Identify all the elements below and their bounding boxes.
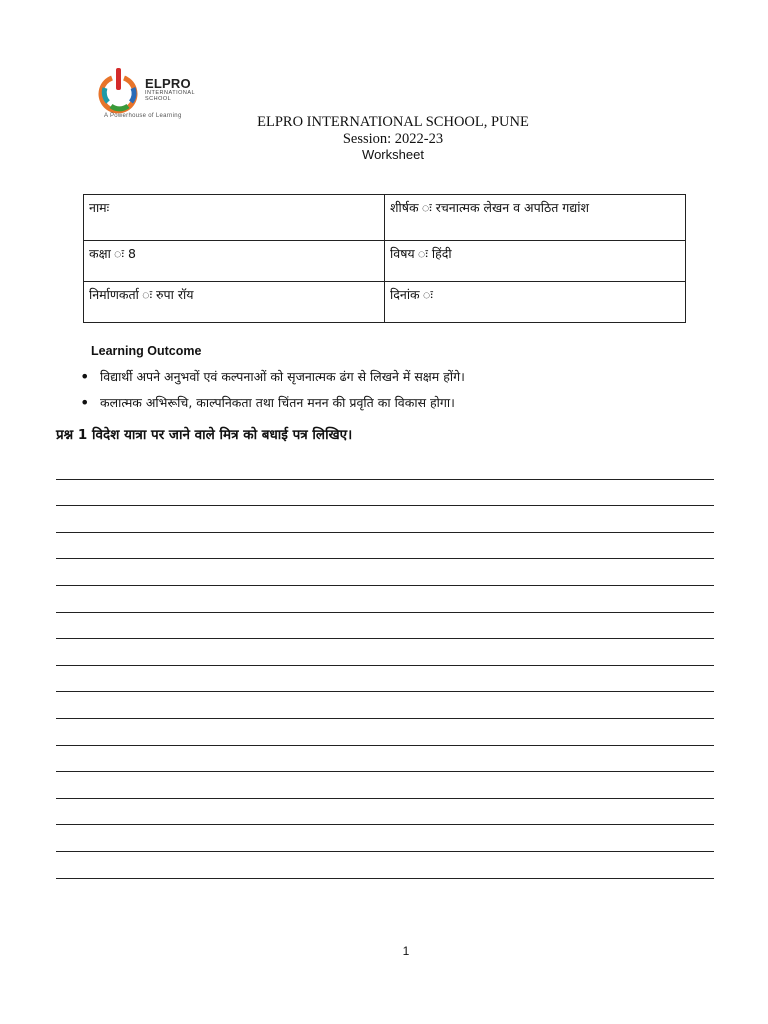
- answer-line: [56, 639, 714, 666]
- list-item: • कलात्मक अभिरूचि, काल्पनिकता तथा चिंतन मनन की प्रवृति का विकास होगा।: [100, 390, 465, 416]
- list-item: • विद्यार्थी अपने अनुभवों एवं कल्पनाओं को सृजनात्मक ढंग से लिखने में सक्षम होंगे।: [100, 364, 465, 390]
- question-1: प्रश्न 1 विदेश यात्रा पर जाने वाले मित्र को बधाई पत्र लिखिए।: [56, 427, 353, 443]
- info-table: [83, 194, 686, 323]
- answer-line: [56, 746, 714, 773]
- answer-line: [56, 666, 714, 693]
- class-cell: कक्षा ः 8: [84, 241, 385, 282]
- answer-area: [56, 453, 714, 879]
- learning-outcome-list: [60, 364, 465, 416]
- table-row: [84, 282, 686, 323]
- logo-power-bar: [116, 68, 121, 90]
- logo-name: ELPRO: [145, 76, 191, 91]
- answer-line: [56, 613, 714, 640]
- answer-line: [56, 799, 714, 826]
- session: Session: 2022-23: [342, 131, 444, 147]
- subject-cell: विषय ः हिंदी: [385, 241, 686, 282]
- answer-line: [56, 719, 714, 746]
- date-cell: दिनांक ः: [385, 282, 686, 323]
- answer-line: [56, 772, 714, 799]
- logo-tagline: A Powerhouse of Learning: [104, 113, 182, 119]
- answer-line: [56, 692, 714, 719]
- logo-subtitle: INTERNATIONAL SCHOOL: [145, 90, 195, 102]
- answer-line: [56, 533, 714, 560]
- answer-line: [56, 480, 714, 507]
- title-cell: शीर्षक ः रचनात्मक लेखन व अपठित गद्यांश: [385, 195, 686, 241]
- answer-line: [56, 852, 714, 879]
- author-cell: निर्माणकर्ता ः रुपा रॉय: [84, 282, 385, 323]
- learning-outcome-title: Learning Outcome: [91, 344, 202, 358]
- answer-line: [56, 586, 714, 613]
- document-type: Worksheet: [362, 147, 424, 162]
- answer-line: [56, 453, 714, 480]
- school-name: ELPRO INTERNATIONAL SCHOOL, PUNE: [257, 114, 529, 130]
- page-number: 1: [402, 944, 410, 958]
- answer-line: [56, 559, 714, 586]
- table-row: [84, 241, 686, 282]
- name-cell: नामः: [84, 195, 385, 241]
- answer-line: [56, 825, 714, 852]
- answer-line: [56, 506, 714, 533]
- table-row: [84, 195, 686, 241]
